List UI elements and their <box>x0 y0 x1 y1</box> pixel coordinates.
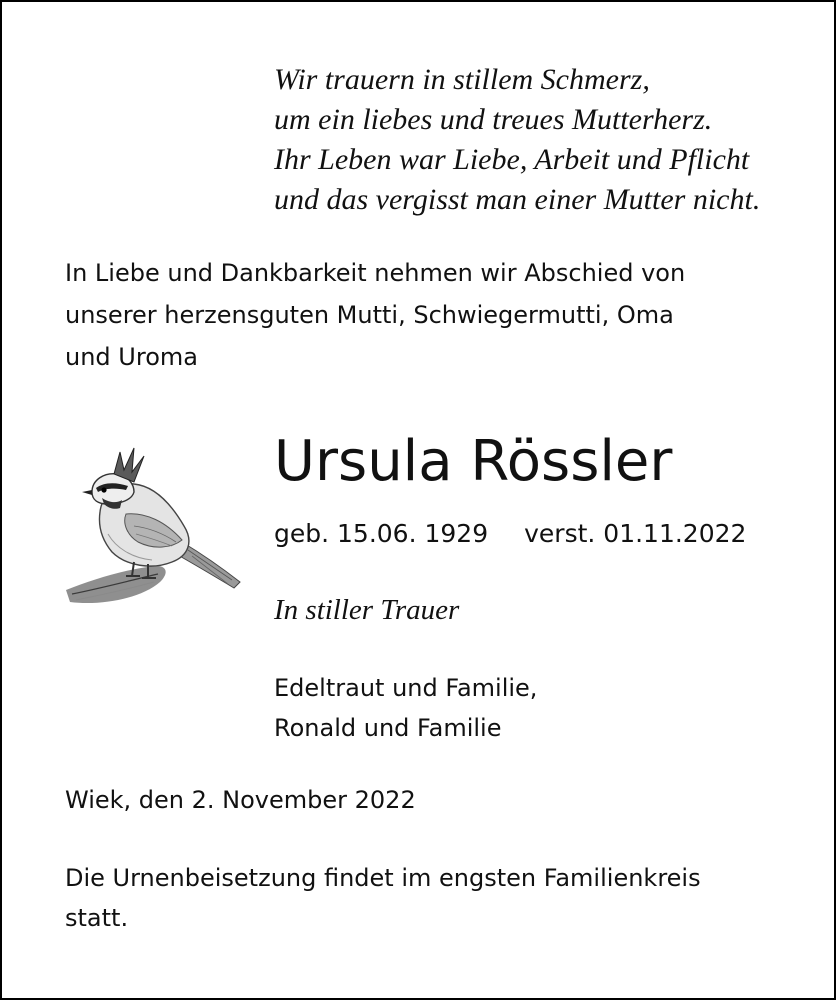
burial-line: Die Urnenbeisetzung findet im engsten Familienkreis <box>65 864 701 892</box>
life-dates <box>274 514 746 554</box>
poem-line: und das vergisst man einer Mutter nicht. <box>274 183 761 216</box>
bird-on-branch-icon <box>62 442 252 622</box>
mourning-text: In stiller Trauer <box>274 594 460 626</box>
mourner-entry: Edeltraut und Familie, <box>274 674 538 702</box>
intro-line: unserer herzensguten Mutti, Schwiegermutti, Oma <box>65 301 674 329</box>
deceased-name: Ursula Rössler <box>274 429 673 494</box>
mourner-entry: Ronald und Familie <box>274 714 502 742</box>
burial-line: statt. <box>65 904 129 932</box>
birth-date: geb. 15.06. 1929 <box>274 519 489 548</box>
intro-line: In Liebe und Dankbarkeit nehmen wir Abschied von <box>65 259 686 287</box>
burial-note <box>65 858 701 938</box>
place-date: Wiek, den 2. November 2022 <box>65 786 416 814</box>
poem-line: Wir trauern in stillem Schmerz, <box>274 63 650 96</box>
death-date: verst. 01.11.2022 <box>524 519 747 548</box>
intro-text <box>65 252 765 378</box>
intro-line: und Uroma <box>65 343 198 371</box>
mourners-list <box>274 668 537 748</box>
poem-line: um ein liebes und treues Mutterherz. <box>274 103 713 136</box>
poem <box>274 60 760 220</box>
poem-line: Ihr Leben war Liebe, Arbeit und Pflicht <box>274 143 750 176</box>
